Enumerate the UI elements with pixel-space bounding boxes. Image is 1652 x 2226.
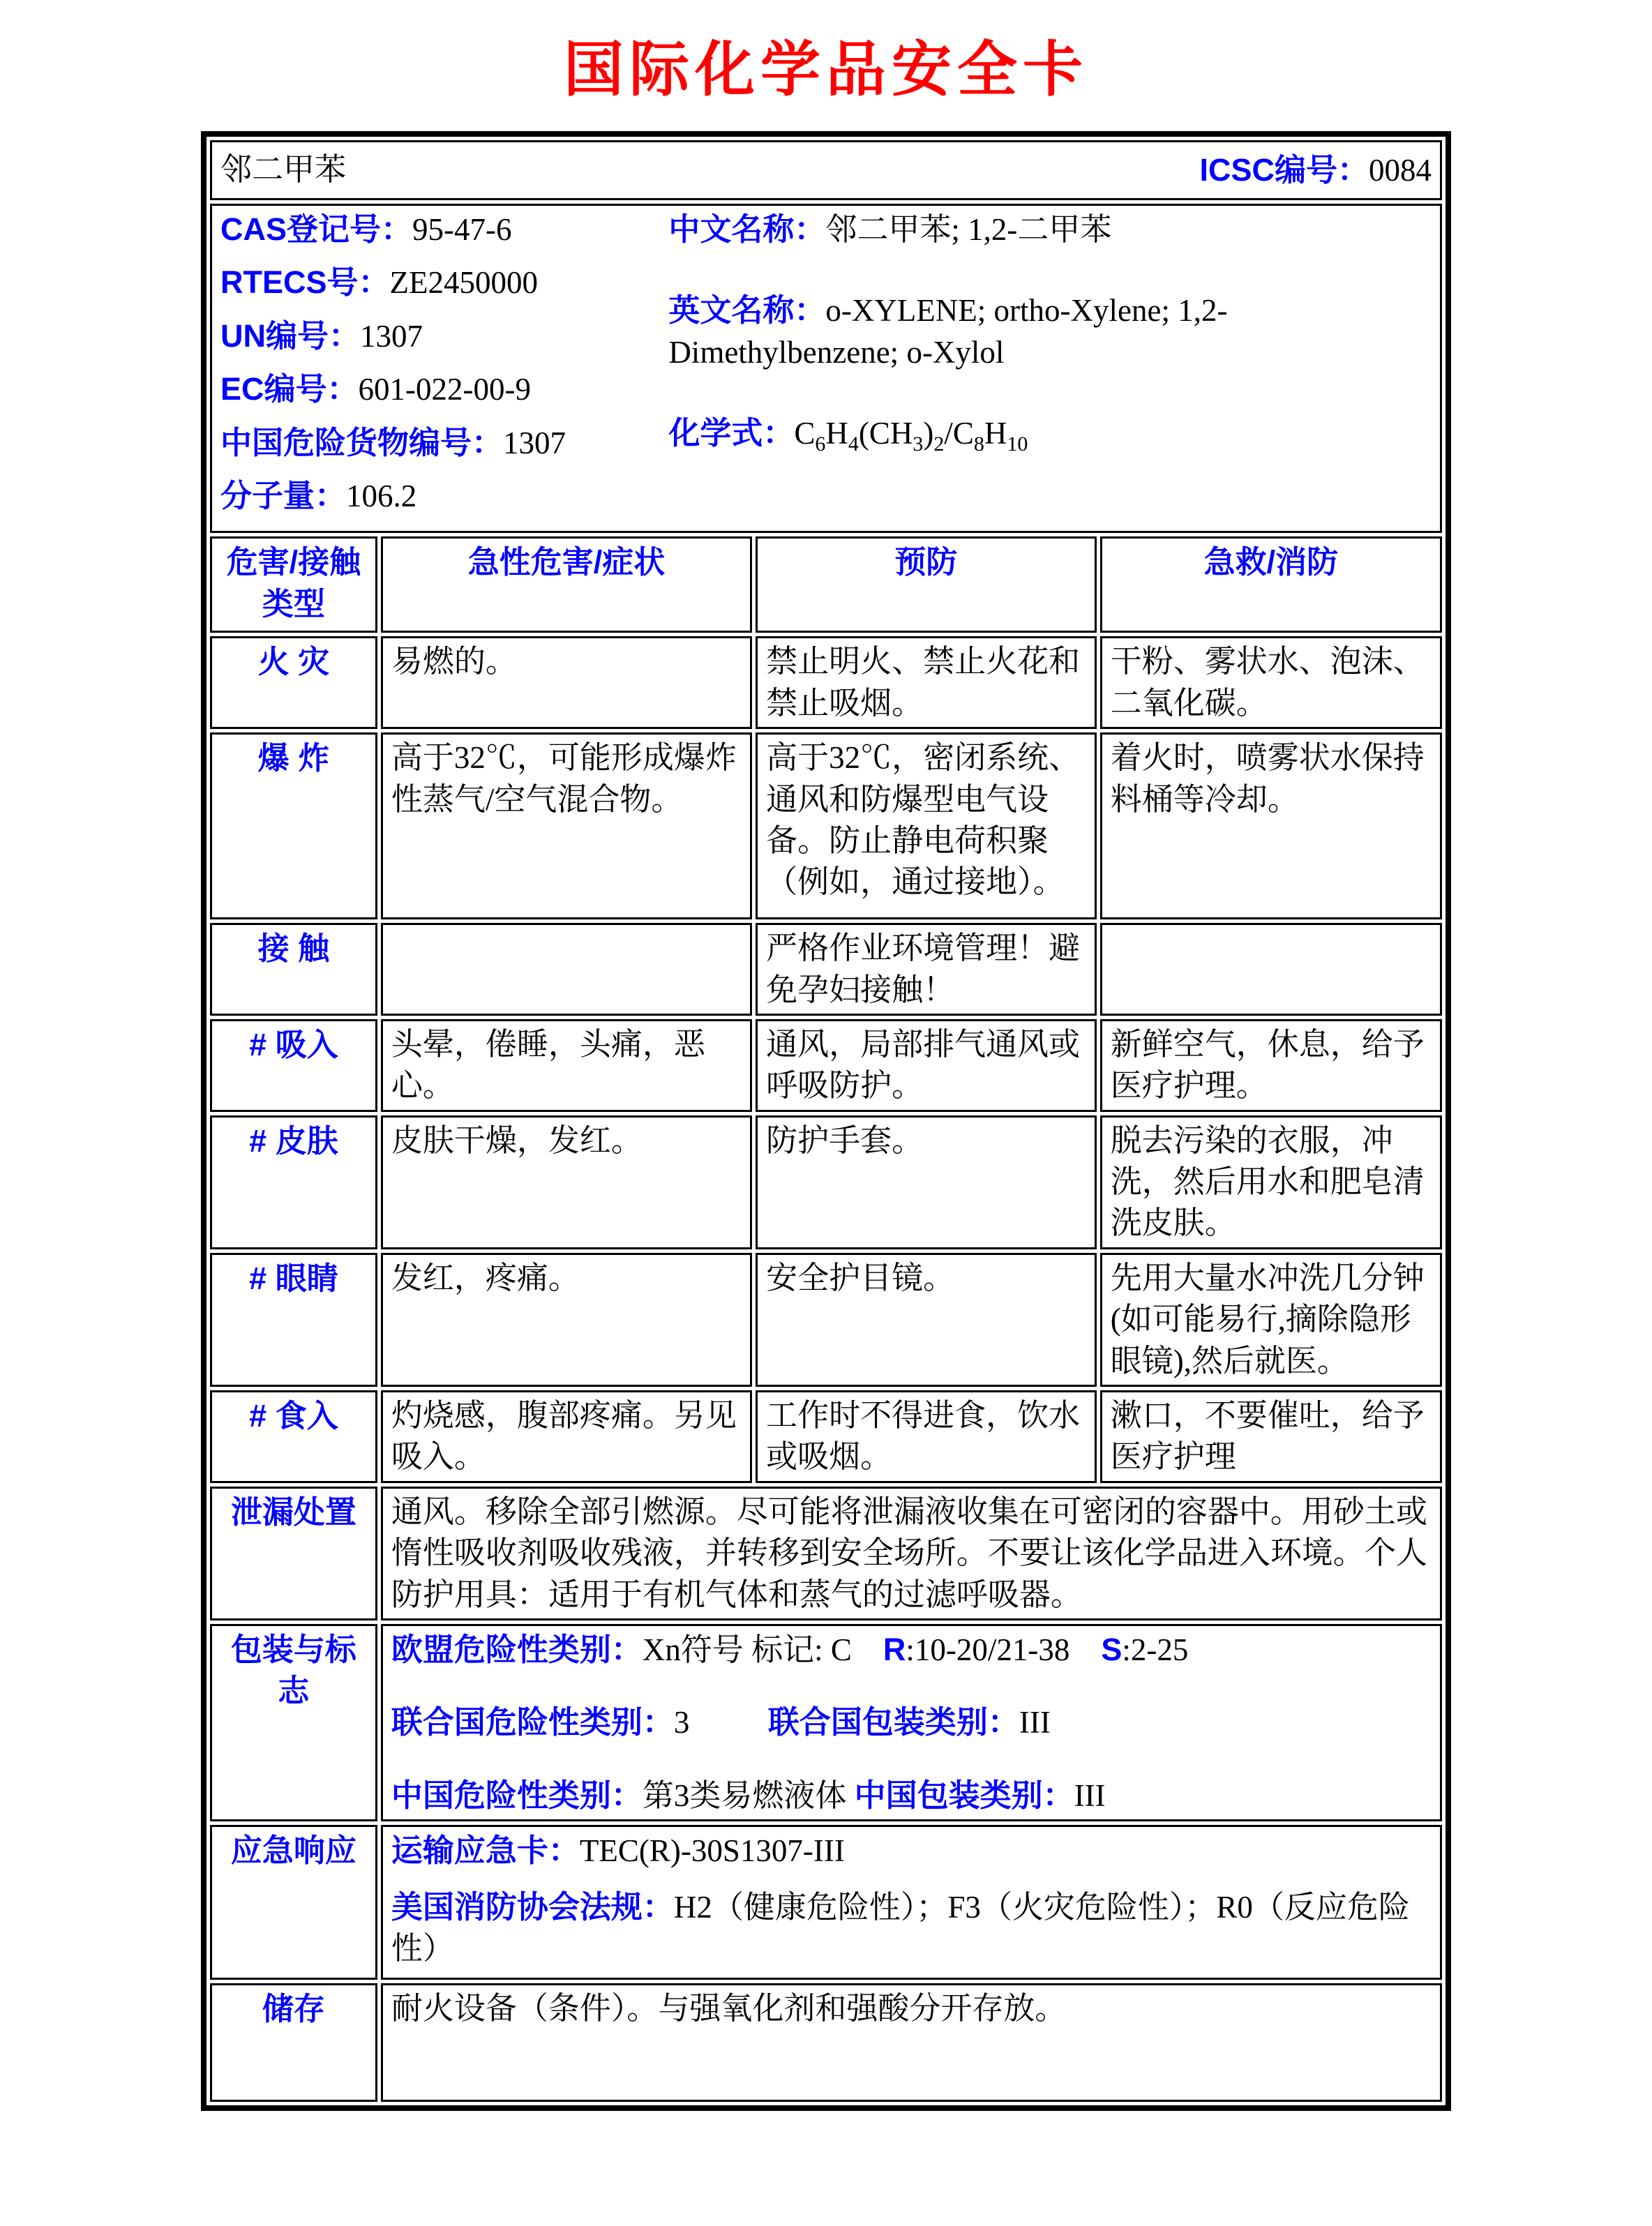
card-header-row xyxy=(210,140,1442,200)
identifiers-row xyxy=(210,204,1442,533)
row-ingestion-prevention: 工作时不得进食，饮水或吸烟。 xyxy=(756,1390,1097,1483)
row-emergency-label: 应急响应 xyxy=(210,1825,377,1980)
rich-text-line: 运输应急卡：TEC(R)-30S1307-III xyxy=(391,1833,845,1869)
row-packaging-labelling xyxy=(210,1624,1442,1821)
row-eyes-label: # 眼睛 xyxy=(210,1253,377,1387)
row-inhalation-firstaid: 新鲜空气，休息，给予医疗护理。 xyxy=(1100,1019,1442,1112)
row-skin-prevention: 防护手套。 xyxy=(756,1115,1097,1249)
row-explosion-label: 爆 炸 xyxy=(210,732,377,919)
header-acute-hazards: 急性危害/症状 xyxy=(381,536,752,633)
row-spill-content: 通风。移除全部引燃源。尽可能将泄漏液收集在可密闭的容器中。用砂土或惰性吸收剂吸收残液，并转移到安全场所。不要让该化学品进入环境。个人防护用具：适用于有机气体和蒸气的过滤呼吸器。 xyxy=(381,1487,1442,1620)
row-skin-firstaid: 脱去污染的衣服，冲洗，然后用水和肥皂清洗皮肤。 xyxy=(1100,1115,1442,1249)
page-title: 国际化学品安全卡 xyxy=(564,36,1088,103)
row-explosion-firstaid: 着火时，喷雾状水保持料桶等冷却。 xyxy=(1100,732,1442,919)
row-eyes-symptoms: 发红，疼痛。 xyxy=(381,1253,752,1387)
chemical-formula: $C_6H_4(CH_3)_2/C_8H_{10}$ xyxy=(794,416,1028,456)
hazard-header-row xyxy=(210,536,1442,633)
row-inhalation xyxy=(210,1019,1442,1112)
rich-text-line: 美国消防协会法规：H2（健康危险性）；F3（火灾危险性）；R0（反应危险性） xyxy=(391,1888,1410,1966)
row-fire xyxy=(210,636,1442,729)
row-explosion-prevention: 高于32℃，密闭系统、通风和防爆型电气设备。防止静电荷积聚（例如，通过接地）。 xyxy=(756,732,1097,919)
row-eyes-prevention: 安全护目镜。 xyxy=(756,1253,1097,1387)
identifier-molecular-weight: 分子量：106.2 xyxy=(220,477,417,513)
row-ingestion-firstaid: 漱口，不要催吐，给予医疗护理 xyxy=(1100,1390,1442,1483)
chinese-name-line: 中文名称：邻二甲苯; 1,2-二甲苯 xyxy=(668,211,1112,247)
row-ingestion xyxy=(210,1390,1442,1483)
row-emergency-response xyxy=(210,1825,1442,1980)
safety-card-table xyxy=(201,131,1451,2111)
row-eyes-firstaid: 先用大量水冲洗几分钟(如可能易行,摘除隐形眼镜),然后就医。 xyxy=(1100,1253,1442,1387)
row-fire-firstaid: 干粉、雾状水、泡沫、二氧化碳。 xyxy=(1100,636,1442,729)
row-exposure-label: 接 触 xyxy=(210,923,377,1016)
identifiers-cell xyxy=(210,204,1442,533)
row-exposure-symptoms xyxy=(381,923,752,1016)
names-column xyxy=(668,209,1432,528)
row-inhalation-symptoms: 头晕，倦睡，头痛，恶心。 xyxy=(381,1019,752,1112)
row-skin-symptoms: 皮肤干燥，发红。 xyxy=(381,1115,752,1249)
row-packaging-content xyxy=(381,1624,1442,1821)
row-storage-label: 储存 xyxy=(210,1983,377,2102)
row-exposure xyxy=(210,923,1442,1016)
row-fire-prevention: 禁止明火、禁止火花和禁止吸烟。 xyxy=(756,636,1097,729)
identifier-list xyxy=(220,209,668,528)
row-explosion xyxy=(210,732,1442,919)
chemical-formula-line: 化学式：$C_6H_4(CH_3)_2/C_8H_{10}$ xyxy=(668,415,1028,456)
identifier-ec: EC编号：601-022-00-9 xyxy=(220,371,531,407)
identifier-rtecs: RTECS号：ZE2450000 xyxy=(220,264,538,301)
icsc-label: ICSC编号： xyxy=(1199,151,1369,188)
row-inhalation-label: # 吸入 xyxy=(210,1019,377,1112)
row-fire-symptoms: 易燃的。 xyxy=(381,636,752,729)
header-firstaid-firefighting: 急救/消防 xyxy=(1100,536,1442,633)
identifier-china-dangerous-goods: 中国危险货物编号：1307 xyxy=(220,424,566,460)
identifier-un: UN编号：1307 xyxy=(220,317,423,354)
icsc-number: 0084 xyxy=(1369,152,1432,188)
row-spill-label: 泄漏处置 xyxy=(210,1487,377,1620)
row-explosion-symptoms: 高于32℃，可能形成爆炸性蒸气/空气混合物。 xyxy=(381,732,752,919)
row-storage xyxy=(210,1983,1442,2102)
row-storage-content: 耐火设备（条件）。与强氧化剂和强酸分开存放。 xyxy=(381,1983,1442,2102)
icsc-number-group xyxy=(1199,149,1432,191)
row-ingestion-symptoms: 灼烧感，腹部疼痛。另见吸入。 xyxy=(381,1390,752,1483)
row-exposure-prevention: 严格作业环境管理！避免孕妇接触！ xyxy=(756,923,1097,1016)
row-eyes xyxy=(210,1253,1442,1387)
rich-text-line: 欧盟危险性类别：Xn符号 标记: C R:10-20/21-38 S:2-25 xyxy=(391,1631,1189,1667)
row-ingestion-label: # 食入 xyxy=(210,1390,377,1483)
card-header-cell xyxy=(210,140,1442,200)
chemical-name: 邻二甲苯 xyxy=(220,152,347,188)
row-inhalation-prevention: 通风，局部排气通风或呼吸防护。 xyxy=(756,1019,1097,1112)
row-skin-label: # 皮肤 xyxy=(210,1115,377,1249)
rich-text-line: 联合国危险性类别：3 联合国包装类别：III xyxy=(391,1704,1051,1740)
row-packaging-label: 包装与标志 xyxy=(210,1624,377,1821)
english-name-line: 英文名称：o-XYLENE; ortho-Xylene; 1,2-Dimethylbenzene; o-Xylol xyxy=(668,292,1228,370)
row-exposure-firstaid xyxy=(1100,923,1442,1016)
row-fire-label: 火 灾 xyxy=(210,636,377,729)
header-hazard-type: 危害/接触类型 xyxy=(210,536,377,633)
row-emergency-content xyxy=(381,1825,1442,1980)
identifier-cas: CAS登记号：95-47-6 xyxy=(220,211,512,247)
row-spill-disposal xyxy=(210,1487,1442,1620)
rich-text-line: 中国危险性类别：第3类易燃液体 中国包装类别：III xyxy=(391,1777,1106,1813)
row-skin xyxy=(210,1115,1442,1249)
header-prevention: 预防 xyxy=(756,536,1097,633)
